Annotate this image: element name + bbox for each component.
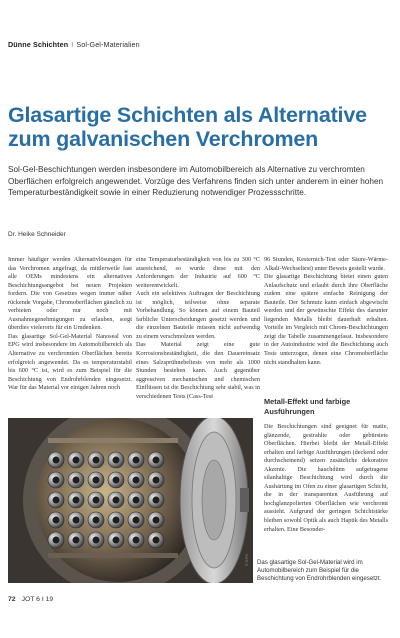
page-number: 72 [8,596,16,603]
photo-caption: Das glasartige Sol-Gel-Material wird im Automobilbereich zum Beispiel für die Beschichtung von Endrohrblenden eingesetzt. [257,559,382,582]
body-column-2 [136,256,260,401]
topic-label: Sol-Gel-Materialien [76,40,140,49]
body-column-3-continued [264,423,388,534]
header-separator: I [71,40,74,49]
body-column-1 [8,256,132,393]
oven-door [180,418,249,583]
section-label: Dünne Schichten [8,40,69,49]
paragraph: Das glasartige Sol-Gel-Material Nanoseal von EPG wird insbesondere im Automobilbereich als Alternative zu verchromten Oberflächen bereits erfolgreich angewendet. Da es temperaturstabil bis 600 °C ist, wird es zum Beispiel für die Beschichtung von Endrohrblenden eingesetzt. War für das Material vor einigen Jahren noch [8,332,132,392]
paragraph: 96 Stunden, Kesternich-Test oder Säure-Wärme-Alkali-Wechseltest) unter Beweis gestellt wurde. [264,256,388,272]
journal-issue: JOT 6 I 19 [21,596,54,603]
paragraph: Das Material zeigt eine gute Korrosionsbeständigkeit, die den Dauereinsatz eines Salzsprühnebeltests von mehr als 1000 Stunden bestehen kann. Auch gegenüber aggressiven mechanischen und chemischen Einflüssen ist die Beschichtung sehr stabil, was in verschiedenen Tests (Cass-Test [136,341,260,400]
paragraph: Immer häufiger werden Alternativlösungen für das Verchromen angefragt, da mittlerweile fast alle OEMs mindestens ein alternatives Beschichtungsangebot bei neuen Projekten fordern. Die von Gesetzes wegen immer näher rückende Vorgabe, Chromoberflächen gänzlich zu verbieten oder nur noch mit Ausnahmegenehmigungen zu erlauben, sorgt überdies vielerorts für ein Umdenken. [8,256,132,332]
oven-photo-illustration [8,418,253,583]
article-lead: Sol-Gel-Beschichtungen werden insbesondere im Automobilbereich als Alternative zu verchromten Oberflächen erfolgreich angewendet. Vorzüge des Verfahrens finden sich unter anderem in einer hohen Temperaturbeständigkeit sowie in einer Reduzierung notwendiger Prozessschritte. [8,165,384,197]
paragraph: Auch ein selektives Auftragen der Beschichtung ist möglich, teilweise ohne separate Vorbehandlung. So können auf einem Bauteil farbliche Unterscheidungen gesetzt werden und die einzelnen Bauteile müssen nicht aufwendig zu einem verschmolzen werden. [136,290,260,340]
article-title: Glasartige Schichten als Alternative zum galvanischen Verchromen [8,103,367,151]
photo-credit: © EPG [244,553,249,566]
section-header [8,40,140,49]
page-footer [8,596,53,603]
paragraph: Die Beschichtungen sind geeignet für matte, glänzende, gestrahlte oder gebürstete Oberflächen. Hierbei bleibt der Metall-Effekt erhalten und farbige Ausführungen (deckend oder durchscheinend) setzen zusätzliche dekorative Akzente. Die hauchdünn aufgetragene silanhaltige Beschichtung wird durch die Aushärtung im Ofen zu einer glasartigen Schicht, die in der transparenten Ausführung auf hochglanzpolierten Oberflächen wie verchromt aussieht. Aufgrund der geringen Schichtstärke bleiben sowohl Optik als auch Haptik des Metalls erhalten. Eine Besonder- [264,423,388,533]
subheading: Metall-Effekt und farbige Ausführungen [264,397,351,416]
author-name: Dr. Heike Schneider [8,231,66,238]
article-photo [8,418,253,583]
paragraph: eine Temperaturbeständigkeit von bis zu 300 °C ausreichend, so wurde diese mit den Anforderungen der Industrie auf 600 °C weiterentwickelt. [136,256,260,289]
body-column-3 [264,256,388,367]
paragraph: Die glasartige Beschichtung bietet einen guten Anlaufschutz und erlaubt durch ihre Oberfläche zudem eine spätere einfache Reinigung der Bauteile. Der Schmutz kann einfach abgewischt werden und der gewünschte Effekt des darunter liegenden Metalls bleibt dauerhaft erhalten. Vorteile im Vergleich mit Chrom-Beschichtungen zeigt die Tabelle zusammengefasst. Insbesondere in der Autoindustrie wird die Beschichtung auch Tests unterzogen, denen eine Chromoberfläche nicht standhalten kann. [264,273,388,366]
